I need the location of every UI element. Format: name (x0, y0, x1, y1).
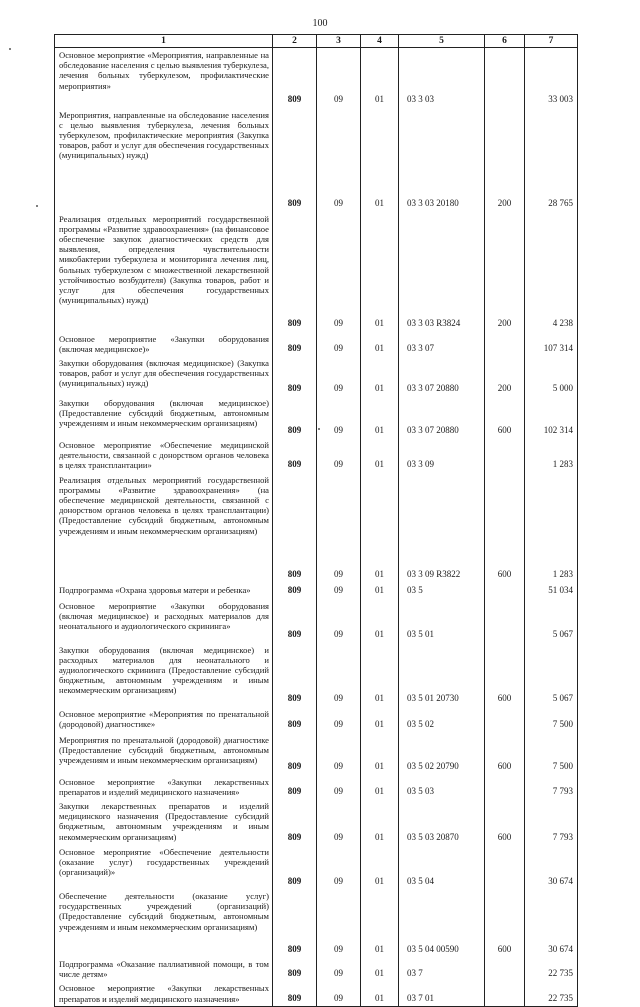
ministry-code: 809 (273, 643, 317, 707)
table-row (55, 643, 578, 707)
expense-type-code: 600 (485, 396, 525, 438)
expense-type-code: 600 (485, 799, 525, 845)
row-description: Основное мероприятие «Закупки оборудования (включая медицинское) и расходных материалов для неонатального и аудиологического скрининга» (55, 599, 273, 643)
subsection-code: 01 (361, 643, 399, 707)
table-row (55, 396, 578, 438)
table-row (55, 957, 578, 981)
section-code: 09 (317, 332, 361, 356)
subsection-code: 01 (361, 108, 399, 212)
column-header: 1 (55, 35, 273, 48)
amount: 7 500 (525, 707, 578, 733)
target-article-code: 03 7 01 (399, 981, 485, 1006)
subsection-code: 01 (361, 845, 399, 889)
target-article-code: 03 5 03 20870 (399, 799, 485, 845)
column-header: 5 (399, 35, 485, 48)
scan-speck (36, 205, 38, 207)
ministry-code: 809 (273, 583, 317, 599)
row-description: Основное мероприятие «Мероприятия, направленные на обследование населения с целью выявления туберкулеза, лечения больных туберкулезом, профилактические мероприятия» (55, 48, 273, 108)
ministry-code: 809 (273, 733, 317, 775)
target-article-code: 03 3 03 20180 (399, 108, 485, 212)
subsection-code: 01 (361, 356, 399, 396)
amount: 1 283 (525, 438, 578, 473)
expense-type-code: 200 (485, 108, 525, 212)
table-row (55, 733, 578, 775)
table-row (55, 356, 578, 396)
amount: 102 314 (525, 396, 578, 438)
amount: 7 500 (525, 733, 578, 775)
row-description: Мероприятия, направленные на обследование населения с целью выявления туберкулеза, лечения больных туберкулезом, профилактические мероприятия (Закупка товаров, работ и услуг для обеспечения государственных (муниципальных) нужд) (55, 108, 273, 212)
target-article-code: 03 3 03 R3824 (399, 212, 485, 332)
subsection-code: 01 (361, 583, 399, 599)
target-article-code: 03 5 02 (399, 707, 485, 733)
table-row (55, 775, 578, 799)
expense-type-code: 200 (485, 356, 525, 396)
section-code: 09 (317, 775, 361, 799)
target-article-code: 03 5 04 00590 (399, 889, 485, 957)
subsection-code: 01 (361, 332, 399, 356)
row-description: Закупки лекарственных препаратов и изделий медицинского назначения (Предоставление субсидий бюджетным, автономным учреждениям и иным некоммерческим организациям) (55, 799, 273, 845)
row-description: Основное мероприятие «Мероприятия по пренатальной (дородовой) диагностике» (55, 707, 273, 733)
target-article-code: 03 5 02 20790 (399, 733, 485, 775)
table-row (55, 707, 578, 733)
amount: 22 735 (525, 981, 578, 1006)
target-article-code: 03 5 01 (399, 599, 485, 643)
ministry-code: 809 (273, 799, 317, 845)
table-row (55, 583, 578, 599)
amount: 7 793 (525, 799, 578, 845)
amount: 4 238 (525, 212, 578, 332)
amount: 5 067 (525, 643, 578, 707)
subsection-code: 01 (361, 599, 399, 643)
table-row (55, 599, 578, 643)
ministry-code: 809 (273, 332, 317, 356)
expense-type-code: 600 (485, 473, 525, 583)
section-code: 09 (317, 889, 361, 957)
section-code: 09 (317, 733, 361, 775)
section-code: 09 (317, 438, 361, 473)
target-article-code: 03 5 04 (399, 845, 485, 889)
subsection-code: 01 (361, 212, 399, 332)
column-header: 4 (361, 35, 399, 48)
subsection-code: 01 (361, 889, 399, 957)
expense-type-code (485, 845, 525, 889)
section-code: 09 (317, 707, 361, 733)
section-code: 09 (317, 356, 361, 396)
row-description: Реализация отдельных мероприятий государственной программы «Развитие здравоохранения» (на финансовое обеспечение закупок диагностических средств для выявления, определения чувствительности микобактерии туберкулеза и мониторинга лечения лиц, больных туберкулезом с множественной лекарственной устойчивостью возбудителя) (Закупка товаров, работ и услуг для обеспечения государственных (муниципальных) нужд) (55, 212, 273, 332)
expense-type-code: 600 (485, 889, 525, 957)
section-code: 09 (317, 583, 361, 599)
row-description: Основное мероприятие «Обеспечение медицинской деятельности, связанной с донорством органов человека в целях трансплантации» (55, 438, 273, 473)
row-description: Основное мероприятие «Обеспечение деятельности (оказание услуг) государственных учреждений (организаций)» (55, 845, 273, 889)
column-header: 7 (525, 35, 578, 48)
page-number: 100 (312, 18, 328, 29)
row-description: Реализация отдельных мероприятий государственной программы «Развитие здравоохранения» (на обеспечение медицинской деятельности, связанной с донорством органов человека в целях трансплантации) (Предоставление субсидий бюджетным, автономным учреждениям и иным некоммерческим организациям) (55, 473, 273, 583)
table-header-row (55, 35, 578, 48)
target-article-code: 03 5 03 (399, 775, 485, 799)
row-description: Подпрограмма «Охрана здоровья матери и ребенка» (55, 583, 273, 599)
amount: 5 000 (525, 356, 578, 396)
ministry-code: 809 (273, 108, 317, 212)
target-article-code: 03 7 (399, 957, 485, 981)
table-row (55, 48, 578, 108)
target-article-code: 03 3 09 R3822 (399, 473, 485, 583)
table-row (55, 981, 578, 1006)
amount: 33 003 (525, 48, 578, 108)
expense-type-code (485, 438, 525, 473)
ministry-code: 809 (273, 845, 317, 889)
row-description: Закупки оборудования (включая медицинское) и расходных материалов для неонатального и аудиологического скрининга (Предоставление субсидий бюджетным, автономным учреждениям и иным некоммерческим организациям) (55, 643, 273, 707)
target-article-code: 03 5 01 20730 (399, 643, 485, 707)
amount: 28 765 (525, 108, 578, 212)
section-code: 09 (317, 957, 361, 981)
subsection-code: 01 (361, 707, 399, 733)
amount: 51 034 (525, 583, 578, 599)
subsection-code: 01 (361, 799, 399, 845)
subsection-code: 01 (361, 981, 399, 1006)
ministry-code: 809 (273, 48, 317, 108)
expense-type-code (485, 775, 525, 799)
ministry-code: 809 (273, 775, 317, 799)
amount: 107 314 (525, 332, 578, 356)
expense-type-code: 600 (485, 733, 525, 775)
ministry-code: 809 (273, 356, 317, 396)
section-code: 09 (317, 108, 361, 212)
table-row (55, 845, 578, 889)
subsection-code: 01 (361, 396, 399, 438)
section-code: 09 (317, 845, 361, 889)
column-header: 2 (273, 35, 317, 48)
table-row (55, 212, 578, 332)
ministry-code: 809 (273, 981, 317, 1006)
amount: 30 674 (525, 845, 578, 889)
target-article-code: 03 3 07 (399, 332, 485, 356)
ministry-code: 809 (273, 599, 317, 643)
table-row (55, 889, 578, 957)
column-header: 3 (317, 35, 361, 48)
table-row (55, 108, 578, 212)
row-description: Закупки оборудования (включая медицинское) (Предоставление субсидий бюджетным, автономным учреждениям и иным некоммерческим организациям) (55, 396, 273, 438)
budget-table (54, 34, 578, 1007)
table-row (55, 438, 578, 473)
subsection-code: 01 (361, 957, 399, 981)
target-article-code: 03 3 03 (399, 48, 485, 108)
expense-type-code (485, 48, 525, 108)
subsection-code: 01 (361, 473, 399, 583)
target-article-code: 03 3 07 20880 (399, 356, 485, 396)
scan-speck (9, 48, 11, 50)
row-description: Обеспечение деятельности (оказание услуг) государственных учреждений (организаций) (Предоставление субсидий бюджетным, автономным учреждениям и иным некоммерческим организациям) (55, 889, 273, 957)
ministry-code: 809 (273, 473, 317, 583)
expense-type-code: 200 (485, 212, 525, 332)
amount: 5 067 (525, 599, 578, 643)
amount: 30 674 (525, 889, 578, 957)
section-code: 09 (317, 212, 361, 332)
target-article-code: 03 3 07 20880 (399, 396, 485, 438)
subsection-code: 01 (361, 733, 399, 775)
ministry-code: 809 (273, 707, 317, 733)
ministry-code: 809 (273, 438, 317, 473)
expense-type-code (485, 332, 525, 356)
section-code: 09 (317, 799, 361, 845)
ministry-code: 809 (273, 212, 317, 332)
table-row (55, 473, 578, 583)
subsection-code: 01 (361, 775, 399, 799)
ministry-code: 809 (273, 957, 317, 981)
expense-type-code (485, 707, 525, 733)
expense-type-code (485, 583, 525, 599)
ministry-code: 809 (273, 889, 317, 957)
section-code: 09 (317, 599, 361, 643)
row-description: Мероприятия по пренатальной (дородовой) диагностике (Предоставление субсидий бюджетным, автономным учреждениям и иным некоммерческим организациям) (55, 733, 273, 775)
expense-type-code: 600 (485, 643, 525, 707)
target-article-code: 03 3 09 (399, 438, 485, 473)
row-description: Основное мероприятие «Закупки лекарственных препаратов и изделий медицинского назначения» (55, 981, 273, 1006)
section-code: 09 (317, 48, 361, 108)
subsection-code: 01 (361, 48, 399, 108)
section-code: 09 (317, 396, 361, 438)
expense-type-code (485, 957, 525, 981)
subsection-code: 01 (361, 438, 399, 473)
target-article-code: 03 5 (399, 583, 485, 599)
row-description: Основное мероприятие «Закупки лекарственных препаратов и изделий медицинского назначения» (55, 775, 273, 799)
table-row (55, 332, 578, 356)
section-code: 09 (317, 473, 361, 583)
table-row (55, 799, 578, 845)
amount: 1 283 (525, 473, 578, 583)
expense-type-code (485, 599, 525, 643)
section-code: 09 (317, 981, 361, 1006)
ministry-code: 809 (273, 396, 317, 438)
section-code: 09 (317, 643, 361, 707)
amount: 22 735 (525, 957, 578, 981)
row-description: Подпрограмма «Оказание паллиативной помощи, в том числе детям» (55, 957, 273, 981)
expense-type-code (485, 981, 525, 1006)
row-description: Основное мероприятие «Закупки оборудования (включая медицинское)» (55, 332, 273, 356)
column-header: 6 (485, 35, 525, 48)
row-description: Закупки оборудования (включая медицинское) (Закупка товаров, работ и услуг для обеспечения государственных (муниципальных) нужд) (55, 356, 273, 396)
amount: 7 793 (525, 775, 578, 799)
